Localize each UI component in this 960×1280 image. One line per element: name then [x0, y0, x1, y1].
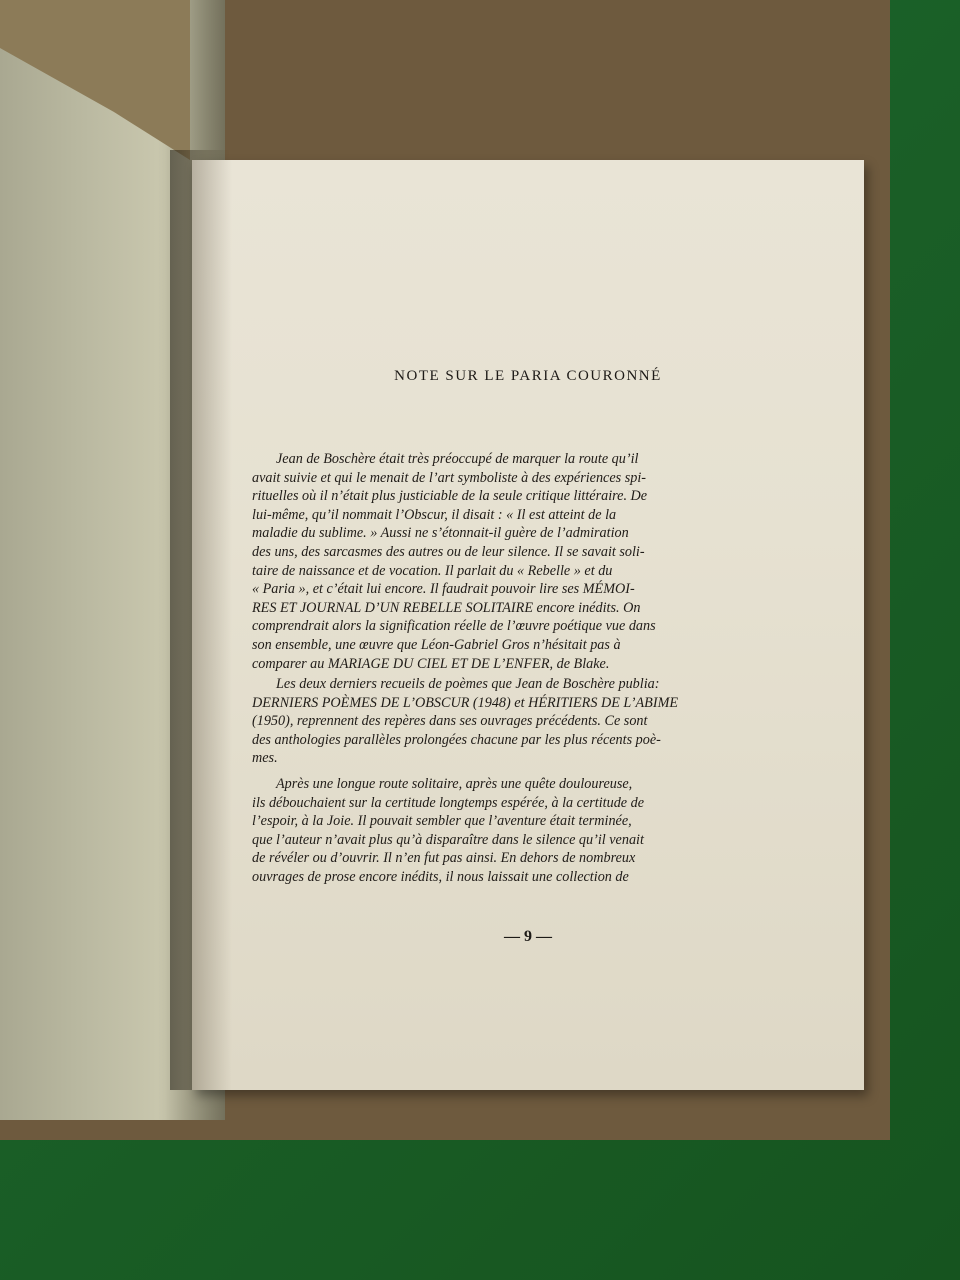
text-line: comprendrait alors la signification réelle de l’œuvre poétique vue dans [252, 618, 656, 635]
text-line: son ensemble, une œuvre que Léon-Gabriel Gros n’hésitait pas à [252, 636, 621, 653]
text-line: l’espoir, à la Joie. Il pouvait sembler que l’aventure était terminée, [252, 813, 632, 830]
text-line: lui-même, qu’il nommait l’Obscur, il disait : « Il est atteint de la [252, 506, 617, 523]
text-line: Jean de Boschère était très préoccupé de marquer la route qu’il [276, 451, 639, 467]
text-line: maladie du sublime. » Aussi ne s’étonnait-il guère de l’admiration [252, 525, 629, 542]
text-line: des uns, des sarcasmes des autres ou de leur silence. Il se savait soli- [252, 543, 645, 560]
text-line: ouvrages de prose encore inédits, il nous laissait une collection de [252, 868, 629, 885]
text-line: DERNIERS POÈMES DE L’OBSCUR (1948) et HÉRITIERS DE L’ABIME [252, 694, 679, 711]
text-line: comparer au MARIAGE DU CIEL ET DE L’ENFER, de Blake. [252, 655, 610, 672]
text-line: que l’auteur n’avait plus qu’à disparaître dans le silence qu’il venait [252, 831, 644, 848]
text-line: « Paria », et c’était lui encore. Il faudrait pouvoir lire ses MÉMOI- [252, 581, 635, 598]
text-line: RES ET JOURNAL D’UN REBELLE SOLITAIRE encore inédits. On [252, 599, 641, 616]
text-line: mes. [252, 750, 278, 767]
paragraph-2 [252, 675, 792, 768]
text-line: avait suivie et qui le menait de l’art symboliste à des expériences spi- [252, 469, 646, 486]
text-line: Après une longue route solitaire, après une quête douloureuse, [276, 776, 633, 792]
text-line: des anthologies parallèles prolongées chacune par les plus récents poè- [252, 731, 661, 748]
paragraph-1 [252, 450, 792, 673]
paragraph-3 [252, 775, 792, 887]
text-line: Les deux derniers recueils de poèmes que Jean de Boschère publia: [276, 676, 660, 692]
text-line: ils débouchaient sur la certitude longtemps espérée, à la certitude de [252, 794, 645, 811]
text-line: de révéler ou d’ouvrir. Il n’en fut pas ainsi. En dehors de nombreux [252, 850, 636, 867]
text-line: rituelles où il n’était plus justiciable de la seule critique littéraire. De [252, 488, 648, 505]
page-title: NOTE SUR LE PARIA COURONNÉ [394, 368, 662, 384]
text-line: taire de naissance et de vocation. Il parlait du « Rebelle » et du [252, 562, 613, 579]
text-line: (1950), reprennent des repères dans ses ouvrages précédents. Ce sont [252, 713, 648, 730]
page-number: — 9 — [504, 928, 552, 945]
right-page [192, 160, 864, 1090]
